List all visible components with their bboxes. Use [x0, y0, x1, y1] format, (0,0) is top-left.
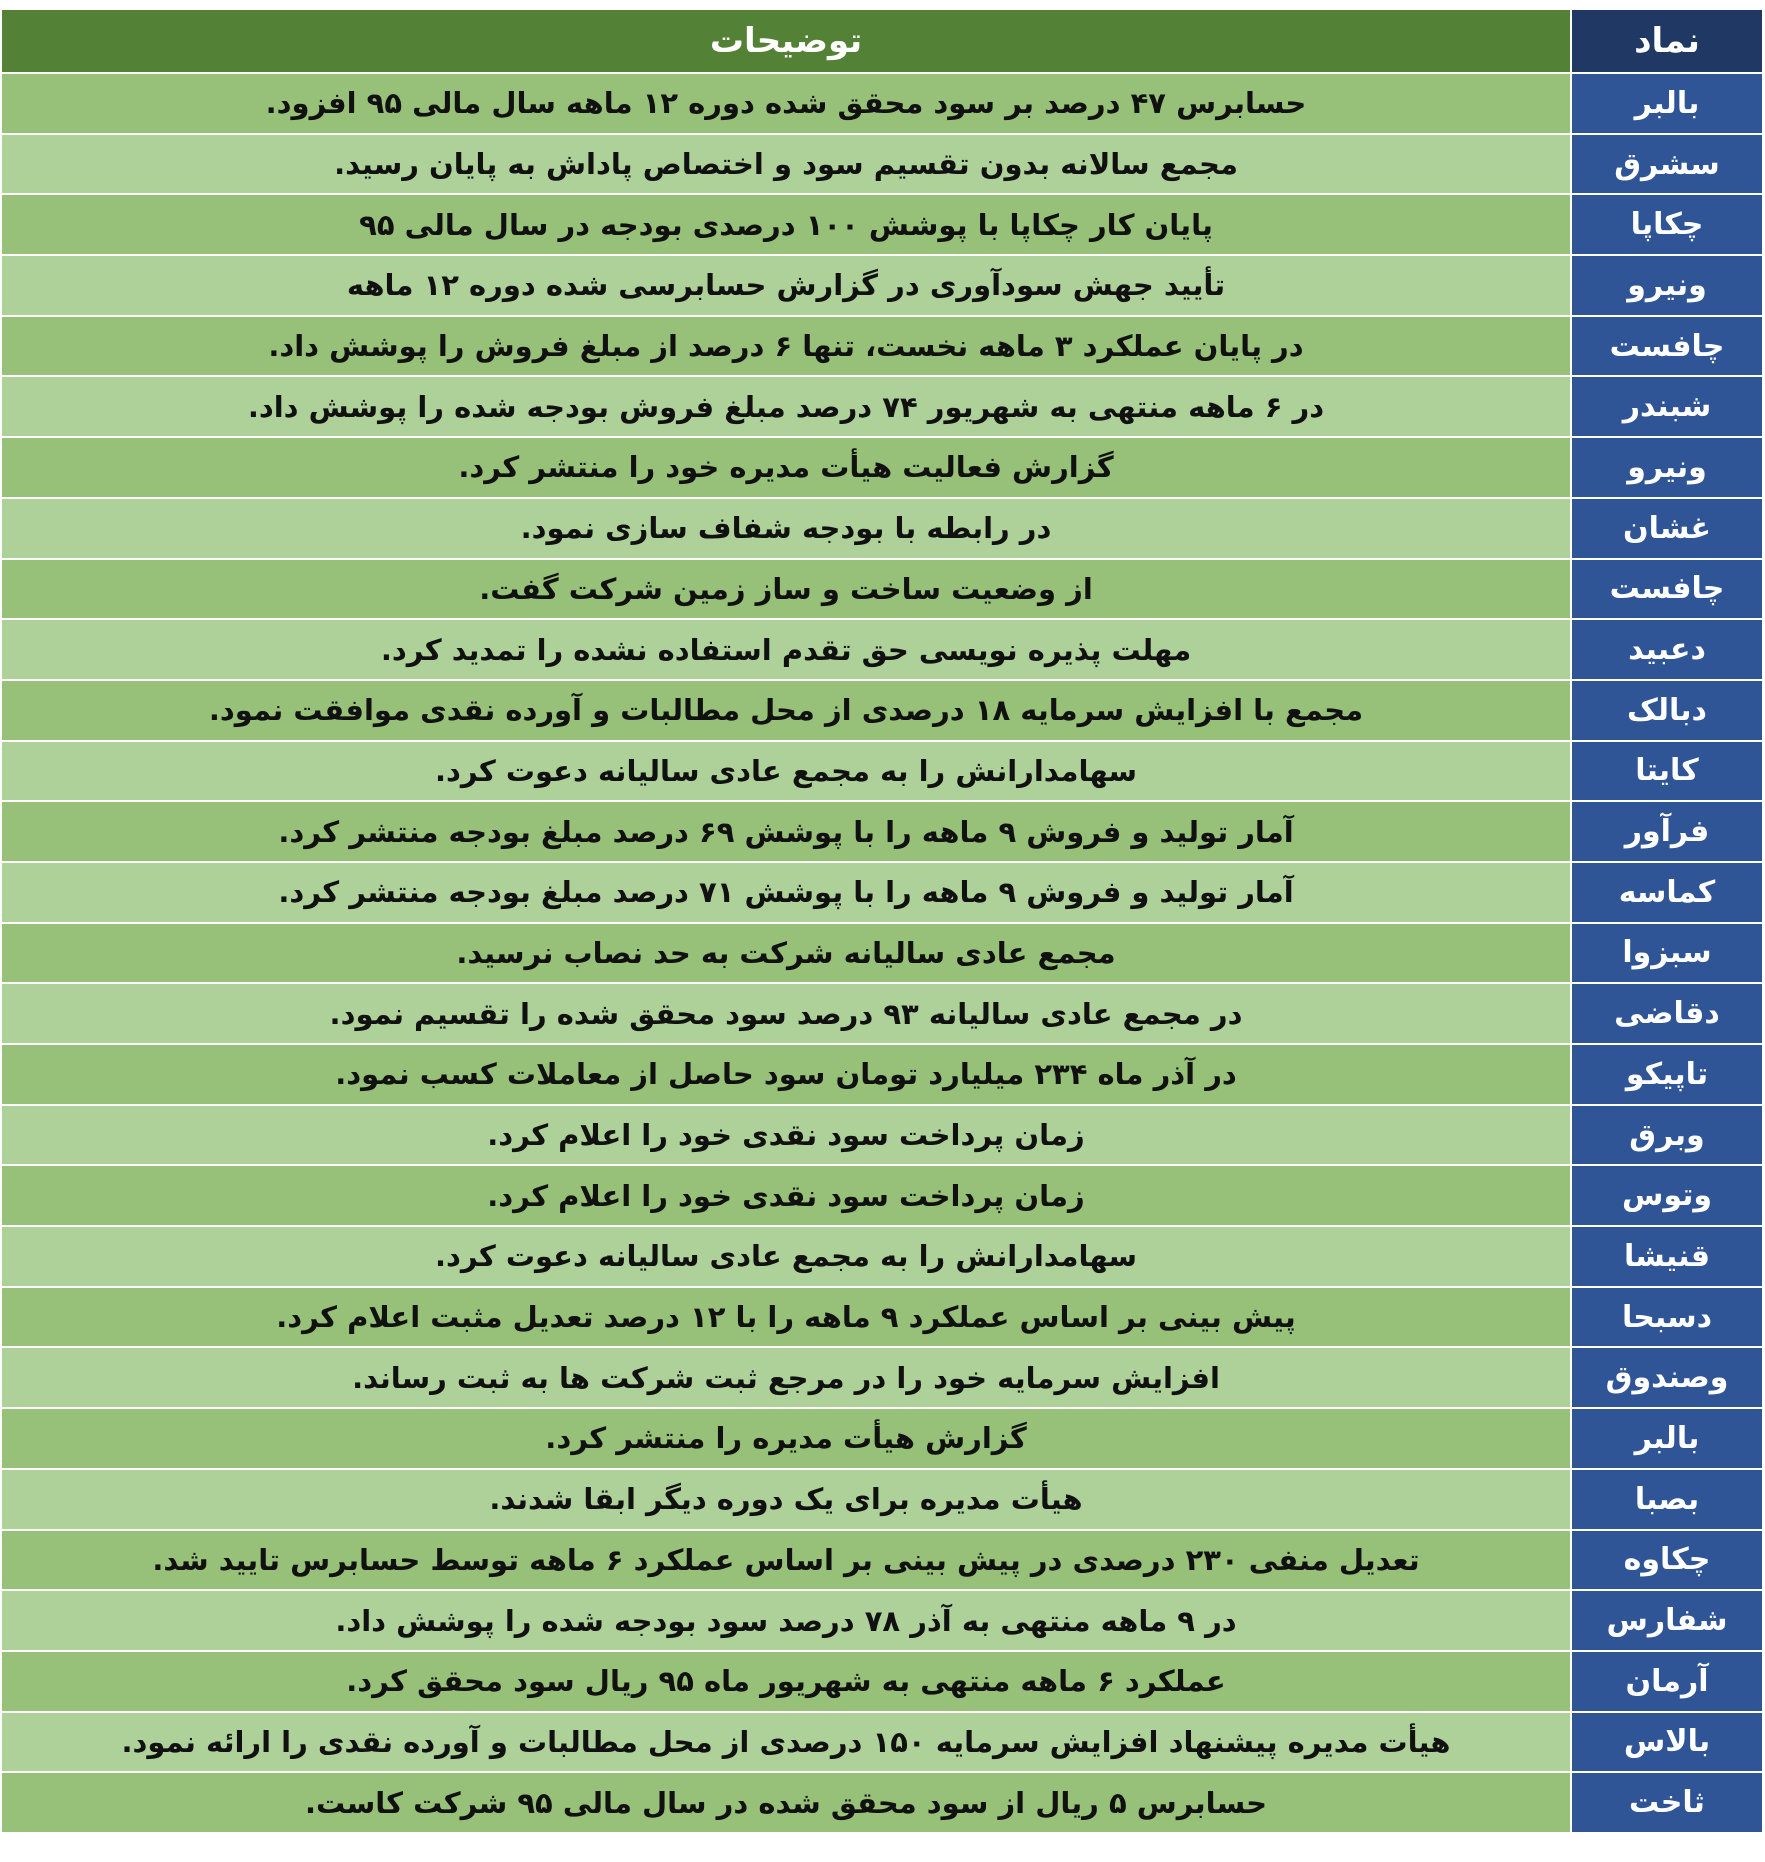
description-cell: حسابرس ۵ ریال از سود محقق شده در سال مالی ۹۵ شرکت کاست.	[1, 1772, 1571, 1833]
table-row	[1, 1530, 1763, 1591]
description-cell: سهامدارانش را به مجمع عادی سالیانه دعوت کرد.	[1, 741, 1571, 802]
symbol-cell: شفارس	[1571, 1590, 1763, 1651]
description-cell: مجمع عادی سالیانه شرکت به حد نصاب نرسید.	[1, 923, 1571, 984]
table-row	[1, 134, 1763, 195]
description-cell: تعدیل منفی ۲۳۰ درصدی در پیش بینی بر اساس عملکرد ۶ ماهه توسط حسابرس تایید شد.	[1, 1530, 1571, 1591]
news-table-sheet	[0, 8, 1762, 1834]
description-cell: در ۹ ماهه منتهی به آذر ۷۸ درصد سود بودجه شده را پوشش داد.	[1, 1590, 1571, 1651]
table-row	[1, 194, 1763, 255]
header-row	[1, 9, 1763, 73]
description-cell: عملکرد ۶ ماهه منتهی به شهریور ماه ۹۵ ریال سود محقق کرد.	[1, 1651, 1571, 1712]
description-cell: مهلت پذیره نویسی حق تقدم استفاده نشده را تمدید کرد.	[1, 619, 1571, 680]
description-cell: افزایش سرمایه خود را در مرجع ثبت شرکت ها به ثبت رساند.	[1, 1347, 1571, 1408]
description-cell: گزارش هیأت مدیره را منتشر کرد.	[1, 1408, 1571, 1469]
table-row	[1, 862, 1763, 923]
symbol-cell: کماسه	[1571, 862, 1763, 923]
symbol-cell: دقاضی	[1571, 983, 1763, 1044]
table-row	[1, 437, 1763, 498]
description-cell: گزارش فعالیت هیأت مدیره خود را منتشر کرد.	[1, 437, 1571, 498]
symbol-cell: وتوس	[1571, 1165, 1763, 1226]
symbol-cell: چکاپا	[1571, 194, 1763, 255]
symbol-cell: بصبا	[1571, 1469, 1763, 1530]
symbol-cell: سشرق	[1571, 134, 1763, 195]
table-row	[1, 1772, 1763, 1833]
table-row	[1, 923, 1763, 984]
description-cell: مجمع سالانه بدون تقسیم سود و اختصاص پاداش به پایان رسید.	[1, 134, 1571, 195]
symbol-cell: آرمان	[1571, 1651, 1763, 1712]
table-row	[1, 1590, 1763, 1651]
symbol-cell: شبندر	[1571, 376, 1763, 437]
description-cell: آمار تولید و فروش ۹ ماهه را با پوشش ۷۱ درصد مبلغ بودجه منتشر کرد.	[1, 862, 1571, 923]
symbol-cell: وبرق	[1571, 1105, 1763, 1166]
table-row	[1, 498, 1763, 559]
table-row	[1, 73, 1763, 134]
table-row	[1, 316, 1763, 377]
table-row	[1, 1651, 1763, 1712]
table-row	[1, 801, 1763, 862]
description-cell: پایان کار چکاپا با پوشش ۱۰۰ درصدی بودجه در سال مالی ۹۵	[1, 194, 1571, 255]
description-cell: از وضعیت ساخت و ساز زمین شرکت گفت.	[1, 559, 1571, 620]
table-row	[1, 741, 1763, 802]
symbol-cell: دبالک	[1571, 680, 1763, 741]
symbol-cell: ونیرو	[1571, 437, 1763, 498]
table-row	[1, 680, 1763, 741]
description-cell: حسابرس ۴۷ درصد بر سود محقق شده دوره ۱۲ ماهه سال مالی ۹۵ افزود.	[1, 73, 1571, 134]
symbol-cell: دسبحا	[1571, 1287, 1763, 1348]
table-row	[1, 559, 1763, 620]
symbol-cell: بالبر	[1571, 1408, 1763, 1469]
description-cell: زمان پرداخت سود نقدی خود را اعلام کرد.	[1, 1105, 1571, 1166]
news-table	[0, 8, 1764, 1834]
symbol-cell: چافست	[1571, 316, 1763, 377]
description-cell: تأیید جهش سودآوری در گزارش حسابرسی شده دوره ۱۲ ماهه	[1, 255, 1571, 316]
symbol-cell: کایتا	[1571, 741, 1763, 802]
description-cell: هیأت مدیره پیشنهاد افزایش سرمایه ۱۵۰ درصدی از محل مطالبات و آورده نقدی را ارائه نمود.	[1, 1712, 1571, 1773]
table-row	[1, 1469, 1763, 1530]
symbol-cell: بالاس	[1571, 1712, 1763, 1773]
description-cell: هیأت مدیره برای یک دوره دیگر ابقا شدند.	[1, 1469, 1571, 1530]
symbol-cell: ونیرو	[1571, 255, 1763, 316]
symbol-column-header: نماد	[1571, 9, 1763, 73]
description-cell: در آذر ماه ۲۳۴ میلیارد تومان سود حاصل از معاملات کسب نمود.	[1, 1044, 1571, 1105]
symbol-cell: ثاخت	[1571, 1772, 1763, 1833]
description-cell: در پایان عملکرد ۳ ماهه نخست، تنها ۶ درصد از مبلغ فروش را پوشش داد.	[1, 316, 1571, 377]
table-row	[1, 1287, 1763, 1348]
description-cell: مجمع با افزایش سرمایه ۱۸ درصدی از محل مطالبات و آورده نقدی موافقت نمود.	[1, 680, 1571, 741]
symbol-cell: تاپیکو	[1571, 1044, 1763, 1105]
description-cell: آمار تولید و فروش ۹ ماهه را با پوشش ۶۹ درصد مبلغ بودجه منتشر کرد.	[1, 801, 1571, 862]
symbol-cell: سبزوا	[1571, 923, 1763, 984]
description-cell: سهامدارانش را به مجمع عادی سالیانه دعوت کرد.	[1, 1226, 1571, 1287]
symbol-cell: غشان	[1571, 498, 1763, 559]
description-cell: در رابطه با بودجه شفاف سازی نمود.	[1, 498, 1571, 559]
description-cell: در مجمع عادی سالیانه ۹۳ درصد سود محقق شده را تقسیم نمود.	[1, 983, 1571, 1044]
table-row	[1, 1226, 1763, 1287]
symbol-cell: وصندوق	[1571, 1347, 1763, 1408]
symbol-cell: بالبر	[1571, 73, 1763, 134]
symbol-cell: قنیشا	[1571, 1226, 1763, 1287]
symbol-cell: دعبید	[1571, 619, 1763, 680]
table-row	[1, 1165, 1763, 1226]
description-cell: پیش بینی بر اساس عملکرد ۹ ماهه را با ۱۲ درصد تعدیل مثبت اعلام کرد.	[1, 1287, 1571, 1348]
table-row	[1, 1408, 1763, 1469]
table-row	[1, 1105, 1763, 1166]
symbol-cell: فرآور	[1571, 801, 1763, 862]
symbol-cell: چکاوه	[1571, 1530, 1763, 1591]
table-row	[1, 1044, 1763, 1105]
table-row	[1, 1712, 1763, 1773]
table-row	[1, 1347, 1763, 1408]
description-cell: در ۶ ماهه منتهی به شهریور ۷۴ درصد مبلغ فروش بودجه شده را پوشش داد.	[1, 376, 1571, 437]
table-row	[1, 619, 1763, 680]
description-column-header: توضیحات	[1, 9, 1571, 73]
symbol-cell: چافست	[1571, 559, 1763, 620]
table-row	[1, 983, 1763, 1044]
description-cell: زمان پرداخت سود نقدی خود را اعلام کرد.	[1, 1165, 1571, 1226]
table-row	[1, 255, 1763, 316]
table-row	[1, 376, 1763, 437]
